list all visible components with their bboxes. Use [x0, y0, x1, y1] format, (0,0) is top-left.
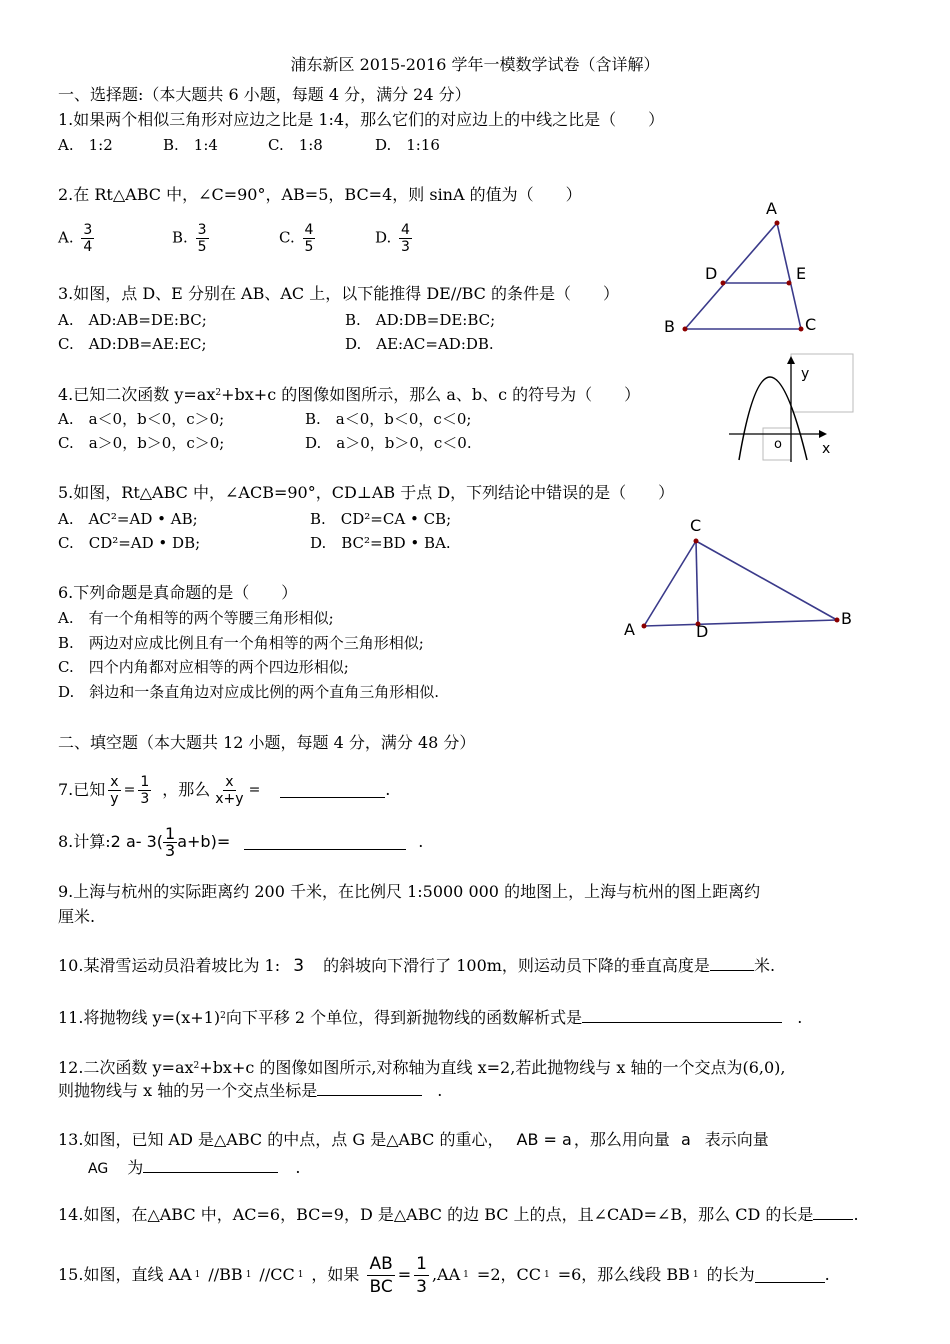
- q12-exponent: 2: [193, 1061, 200, 1071]
- q14-end: .: [853, 1205, 859, 1224]
- q8-answer-blank[interactable]: [244, 835, 406, 850]
- fraction-denominator: x+y: [215, 790, 244, 807]
- question-12-line-1: [58, 1056, 786, 1078]
- q10-ratio-number: 3: [293, 956, 305, 976]
- q7-fraction-one-third: [138, 774, 151, 807]
- segment-ca: [644, 541, 696, 626]
- q3-option-b: B. AD:DB=DE:BC;: [345, 311, 496, 329]
- question-4-stem: [58, 383, 640, 405]
- q7-answer-blank[interactable]: [280, 783, 385, 798]
- q4-stem-exponent: 2: [215, 388, 222, 398]
- q2-option-a-fraction: [81, 222, 94, 255]
- q4-option-c: C. a＞0，b＞0，c＞0;: [58, 434, 225, 452]
- q5-option-d: D. BC²=BD • BA.: [310, 534, 451, 552]
- q6-option-d: D. 斜边和一条直角边对应成比例的两个直角三角形相似.: [58, 683, 440, 701]
- label-b: B: [841, 609, 852, 628]
- q2-option-d: [375, 222, 415, 255]
- segment-ab: [685, 223, 777, 329]
- q13-end: .: [295, 1158, 301, 1177]
- q7-fraction-x-over-y: [108, 774, 120, 807]
- q2-option-c-label: C.: [279, 228, 295, 247]
- q13-vector-ag: AG: [88, 1161, 109, 1177]
- q15-end: .: [824, 1265, 830, 1284]
- fraction-numerator: 1: [165, 823, 176, 843]
- fraction-numerator: AB: [369, 1253, 393, 1274]
- q3-triangle-figure: [655, 195, 835, 345]
- q1-option-d: D. 1:16: [375, 136, 440, 154]
- fraction-numerator: x: [225, 773, 234, 790]
- q15-sub-3: 1: [297, 1270, 304, 1280]
- q4-parabola-figure: [725, 352, 855, 464]
- y-label-box: [791, 354, 853, 412]
- q12-answer-blank[interactable]: [317, 1081, 422, 1096]
- q15-sub-5: 1: [543, 1270, 550, 1280]
- q6-option-a: A. 有一个角相等的两个等腰三角形相似;: [58, 609, 334, 627]
- q15-sub-4: 1: [463, 1270, 469, 1280]
- fraction-numerator: 4: [304, 222, 314, 238]
- q5-option-b: B. CD²=CA • CB;: [310, 510, 452, 528]
- segment-cd: [696, 541, 698, 624]
- x-axis-arrow: [819, 430, 827, 438]
- q4-option-b: B. a＜0，b＜0，c＜0;: [305, 410, 472, 428]
- label-a: A: [766, 199, 777, 218]
- q7-equals: =: [123, 782, 136, 798]
- q15-sub-2: 1: [245, 1270, 252, 1280]
- q4-option-a: A. a＜0，b＜0，c＞0;: [58, 410, 225, 428]
- q1-option-c: C. 1:8: [268, 136, 323, 154]
- question-7: [58, 772, 390, 808]
- question-9-line-2: 厘米.: [58, 907, 96, 926]
- q13-vector-a: a: [680, 1130, 691, 1149]
- q15-fraction-one-third: [414, 1253, 429, 1298]
- point-a: [642, 624, 647, 629]
- q13-middle: ，那么用向量: [573, 1130, 670, 1149]
- q5-option-c: C. CD²=AD • DB;: [58, 534, 201, 552]
- q11-prefix: 11.将抛物线 y=(x+1): [58, 1008, 221, 1027]
- q2-option-c: [279, 222, 318, 255]
- q12-end: .: [437, 1081, 443, 1100]
- q15-part-4: ，如果: [311, 1265, 360, 1284]
- q1-option-a: A. 1:2: [58, 136, 113, 154]
- q8-fraction-one-third: [163, 823, 177, 860]
- q15-part-8: 的长为: [706, 1265, 755, 1284]
- q15-part-2: //BB: [208, 1265, 243, 1284]
- label-e: E: [796, 264, 807, 283]
- q13-wei: 为: [127, 1158, 144, 1177]
- label-x: x: [822, 441, 831, 457]
- q5-right-triangle-figure: [615, 510, 865, 645]
- fraction-denominator: 3: [416, 1276, 427, 1297]
- q14-text: 14.如图，在△ABC 中，AC=6，BC=9，D 是△ABC 的边 BC 上的点，且∠CAD=∠B，那么 CD 的长是: [58, 1205, 814, 1224]
- label-origin: o: [774, 437, 782, 452]
- fraction-denominator: 3: [401, 239, 410, 255]
- fraction-numerator: 3: [83, 222, 93, 238]
- q4-option-d: D. a＞0，b＞0，c＜0.: [305, 434, 472, 452]
- q7-equals-2: =: [248, 782, 261, 798]
- fraction-denominator: 4: [83, 239, 93, 255]
- q2-option-b: [172, 222, 212, 255]
- question-13-line-1: [58, 1130, 769, 1150]
- question-8: [58, 822, 423, 862]
- fraction-numerator: 1: [140, 773, 150, 790]
- q1-option-b: B. 1:4: [163, 136, 218, 154]
- q15-answer-blank[interactable]: [755, 1268, 825, 1283]
- section-1-heading: 一、选择题:（本大题共 6 小题，每题 4 分，满分 24 分）: [58, 85, 471, 104]
- question-10: [58, 956, 775, 976]
- question-2-stem: 2.在 Rt△ABC 中，∠C=90°，AB=5，BC=4，则 sinA 的值为（ ）: [58, 185, 582, 204]
- label-y: y: [801, 366, 810, 382]
- q15-part-6: =2，CC: [476, 1265, 541, 1284]
- q12-line-2-text: 则抛物线与 x 轴的另一个交点坐标是: [58, 1081, 318, 1100]
- q15-equals: =: [397, 1265, 412, 1284]
- q3-option-a: A. AD:AB=DE:BC;: [58, 311, 207, 329]
- q7-end: .: [385, 780, 391, 799]
- q2-option-b-fraction: [196, 222, 209, 255]
- q7-fraction-x-over-x-plus-y: [213, 774, 245, 807]
- q2-option-c-fraction: [303, 222, 316, 255]
- q8-prefix: 8.计算:: [58, 832, 111, 851]
- label-d: D: [696, 622, 709, 641]
- q3-option-c: C. AD:DB=AE:EC;: [58, 335, 207, 353]
- q6-option-b: B. 两边对应成比例且有一个角相等的两个三角形相似;: [58, 634, 424, 652]
- label-a: A: [624, 620, 635, 639]
- q10-end: 米.: [753, 956, 776, 975]
- fraction-denominator: y: [110, 790, 119, 807]
- q14-answer-blank[interactable]: [813, 1205, 853, 1220]
- point-a: [775, 221, 780, 226]
- point-d: [721, 281, 726, 286]
- q11-answer-blank[interactable]: [582, 1008, 782, 1023]
- question-9-line-1: 9.上海与杭州的实际距离约 200 千米，在比例尺 1:5000 000 的地图上，上海与杭州的图上距离约: [58, 882, 761, 901]
- q8-expression-end: a+b)=: [177, 832, 231, 851]
- q2-option-d-label: D.: [375, 228, 392, 247]
- q15-fraction-ab-over-bc: [367, 1253, 394, 1298]
- q15-sub-1: 1: [194, 1270, 201, 1280]
- q6-option-c: C. 四个内角都对应相等的两个四边形相似;: [58, 658, 349, 676]
- fraction-numerator: 4: [401, 222, 410, 238]
- point-b: [683, 327, 688, 332]
- q8-expression-start: 2 a- 3(: [110, 832, 164, 851]
- q15-part-5: ,AA: [431, 1265, 461, 1284]
- question-14: [58, 1205, 859, 1225]
- label-c: C: [805, 315, 817, 334]
- q13-post: 表示向量: [704, 1130, 769, 1149]
- fraction-denominator: 3: [165, 840, 176, 860]
- fraction-numerator: 3: [197, 222, 207, 238]
- y-axis-arrow: [787, 356, 795, 364]
- q12-line-1-start: 12.二次函数 y=ax: [58, 1058, 194, 1077]
- question-13-line-2: [88, 1158, 300, 1179]
- q11-end: .: [797, 1008, 803, 1027]
- q10-answer-blank[interactable]: [710, 956, 754, 971]
- q13-answer-blank[interactable]: [143, 1158, 278, 1173]
- q8-end: .: [418, 832, 424, 851]
- fraction-denominator: 5: [304, 239, 314, 255]
- point-c: [799, 327, 804, 332]
- point-b: [835, 618, 840, 623]
- section-2-heading: 二、填空题（本大题共 12 小题，每题 4 分，满分 48 分）: [58, 733, 476, 752]
- question-11: [58, 1006, 802, 1028]
- label-d: D: [705, 264, 718, 283]
- fraction-numerator: 1: [416, 1253, 427, 1274]
- q12-line-1-end: +bx+c 的图像如图所示,对称轴为直线 x=2,若此抛物线与 x 轴的一个交点为(6,0),: [199, 1058, 786, 1077]
- q15-sub-6: 1: [692, 1270, 699, 1280]
- parabola-curve: [739, 377, 807, 460]
- point-c: [694, 539, 699, 544]
- question-6-stem: 6.下列命题是真命题的是（ ）: [58, 583, 298, 602]
- question-12-line-2: [58, 1081, 442, 1101]
- fraction-denominator: 5: [197, 239, 207, 255]
- question-3-stem: 3.如图，点 D、E 分别在 AB、AC 上，以下能推得 DE//BC 的条件是（ ）: [58, 284, 619, 303]
- q10-middle: 的斜坡向下滑行了 100m，则运动员下降的垂直高度是: [323, 956, 710, 975]
- q13-prefix: 13.如图，已知 AD 是△ABC 的中点，点 G 是△ABC 的重心，: [58, 1130, 504, 1149]
- question-1-stem: 1.如果两个相似三角形对应边之比是 1:4，那么它们的对应边上的中线之比是（ ）: [58, 110, 665, 129]
- q10-prefix: 10.某滑雪运动员沿着坡比为 1:: [58, 956, 281, 975]
- q13-vector-ab: AB = a: [516, 1130, 572, 1149]
- q3-option-d: D. AE:AC=AD:DB.: [345, 335, 494, 353]
- label-c: C: [690, 516, 702, 535]
- q15-part-3: //CC: [259, 1265, 295, 1284]
- question-5-stem: 5.如图，Rt△ABC 中，∠ACB=90°，CD⊥AB 于点 D，下列结论中错误的是（ ）: [58, 483, 675, 502]
- fraction-numerator: x: [110, 773, 119, 790]
- q7-prefix: 7.已知: [58, 780, 106, 799]
- q15-part-7: =6，那么线段 BB: [557, 1265, 690, 1284]
- question-15: [58, 1250, 830, 1300]
- label-b: B: [664, 317, 675, 336]
- page-title: 浦东新区 2015-2016 学年一模数学试卷（含详解）: [290, 55, 660, 74]
- q11-exponent: 2: [220, 1011, 226, 1021]
- q2-option-d-fraction: [399, 222, 412, 255]
- q4-stem-end: +bx+c 的图像如图所示，那么 a、b、c 的符号为（ ）: [221, 385, 641, 404]
- fraction-denominator: BC: [369, 1276, 393, 1297]
- point-e: [787, 281, 792, 286]
- q2-option-a: [58, 222, 97, 255]
- q2-option-a-label: A.: [58, 228, 74, 247]
- q15-part-1: 15.如图，直线 AA: [58, 1265, 192, 1284]
- q4-stem-start: 4.已知二次函数 y=ax: [58, 385, 216, 404]
- q7-middle: ，那么: [162, 780, 211, 799]
- q11-middle: 向下平移 2 个单位，得到新抛物线的函数解析式是: [225, 1008, 583, 1027]
- q2-option-b-label: B.: [172, 228, 188, 247]
- q5-option-a: A. AC²=AD • AB;: [58, 510, 198, 528]
- segment-ab: [644, 620, 837, 626]
- fraction-denominator: 3: [140, 790, 150, 807]
- segment-cb: [696, 541, 837, 620]
